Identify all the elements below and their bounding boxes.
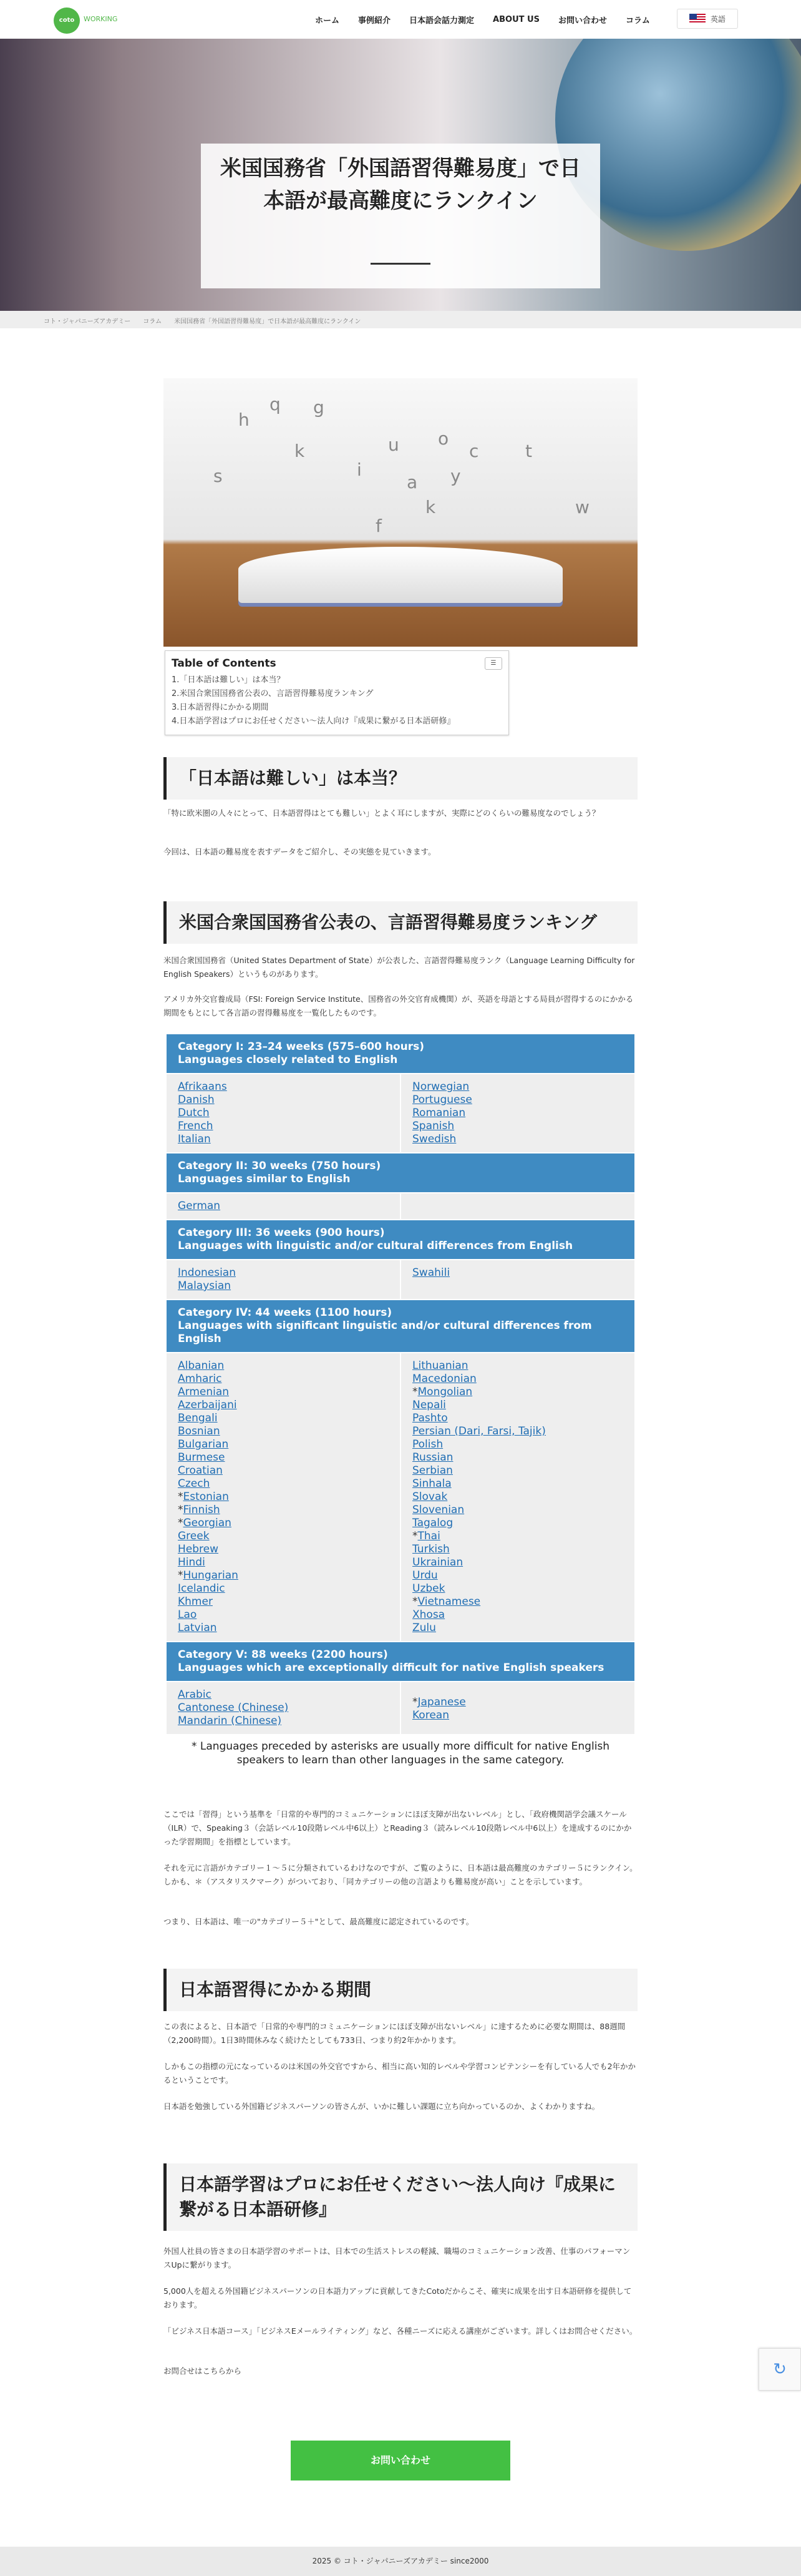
language-link[interactable]: Nepali: [412, 1399, 446, 1411]
language-column: [166, 1074, 400, 1153]
asterisk: *: [412, 1595, 418, 1608]
language-column: [166, 1260, 400, 1300]
category-row: [166, 1074, 635, 1153]
paragraph: 米国合衆国国務省（United States Department of State）が公表した、言語習得難易度ランク（Language Learning Difficulty for English Speakers）というものがあります。: [163, 956, 635, 979]
language-link[interactable]: Slovenian: [412, 1504, 465, 1516]
page-title: 米国国務省「外国語習得難易度」で日本語が最高難度にランクイン: [220, 156, 581, 213]
language-link[interactable]: Khmer: [178, 1595, 213, 1608]
asterisk: *: [412, 1386, 418, 1398]
language-column: [400, 1074, 635, 1153]
language-link[interactable]: Korean: [412, 1709, 449, 1721]
language-link[interactable]: Hindi: [178, 1556, 205, 1569]
asterisk: *: [412, 1696, 418, 1708]
language-link[interactable]: Italian: [178, 1133, 211, 1145]
article: [163, 378, 638, 2376]
language-column: [166, 1353, 400, 1642]
language-link[interactable]: Romanian: [412, 1107, 466, 1119]
language-link[interactable]: Amharic: [178, 1373, 222, 1385]
logo[interactable]: coto: [54, 7, 80, 34]
nav-about[interactable]: ABOUT US: [493, 14, 540, 24]
language-link[interactable]: Hebrew: [178, 1543, 219, 1555]
language-link[interactable]: Estonian: [183, 1491, 229, 1503]
footer: 2025 © コト・ジャパニーズアカデミー since2000: [0, 2547, 801, 2576]
hero-banner: [0, 39, 801, 311]
section-heading: 米国合衆国国務省公表の、言語習得難易度ランキング: [163, 901, 638, 944]
language-link[interactable]: Urdu: [412, 1569, 438, 1582]
language-link[interactable]: Greek: [178, 1530, 210, 1542]
language-link[interactable]: Albanian: [178, 1359, 225, 1372]
main-nav: [306, 0, 659, 39]
language-link[interactable]: Ukrainian: [412, 1556, 464, 1569]
category-row: [166, 1193, 635, 1220]
open-book: [238, 547, 563, 603]
language-link[interactable]: Russian: [412, 1451, 454, 1464]
language-link[interactable]: Czech: [178, 1477, 210, 1490]
language-link[interactable]: Lao: [178, 1609, 197, 1621]
language-link[interactable]: Macedonian: [412, 1373, 477, 1385]
title-underline: [371, 263, 430, 265]
language-column: [400, 1260, 635, 1300]
language-link[interactable]: Serbian: [412, 1464, 453, 1477]
paragraph: アメリカ外交官養成局（FSI: Foreign Service Institute、国務省の外交官育成機関）が、英語を母語とする局員が習得するのにかかる期間をもとにして各言語の習得難易度を一覧化したものです。: [163, 994, 634, 1017]
paragraph: 日本語を勉強している外国籍ビジネスパーソンの皆さんが、いかに難しい課題に立ち向かっているのか、よくわかりますね。: [163, 2102, 600, 2111]
language-link[interactable]: German: [178, 1200, 221, 1212]
language-link[interactable]: Afrikaans: [178, 1080, 227, 1093]
floating-letters: h q g u o c i a k t w s k f y: [213, 394, 590, 536]
language-column: [400, 1193, 635, 1220]
contact-button[interactable]: お問い合わせ: [291, 2441, 510, 2481]
language-link[interactable]: Spanish: [412, 1120, 455, 1132]
toc-title: Table of Contents: [172, 657, 276, 670]
language-difficulty-table: [166, 1034, 635, 1772]
asterisk: *: [178, 1517, 183, 1529]
nav-assessment[interactable]: 日本語会話力測定: [409, 16, 475, 26]
language-column: [400, 1353, 635, 1642]
language-link[interactable]: Uzbek: [412, 1582, 445, 1595]
asterisk: *: [178, 1569, 183, 1582]
language-link[interactable]: Pashto: [412, 1412, 448, 1424]
paragraph: 5,000人を超える外国籍ビジネスパーソンの日本語力アップに貢献してきたCotoだからこそ、確実に成果を出す日本語研修を提供しております。: [163, 2286, 632, 2309]
language-link[interactable]: Persian (Dari, Farsi, Tajik): [412, 1425, 546, 1437]
table-note: * Languages preceded by asterisks are usually more difficult for native English speakers to learn than other languages in the same category.: [191, 1740, 610, 1766]
language-column: [166, 1682, 400, 1735]
asterisk: *: [412, 1530, 418, 1542]
language-link[interactable]: Georgian: [183, 1517, 231, 1529]
asterisk: *: [178, 1491, 183, 1503]
language-link[interactable]: Armenian: [178, 1386, 230, 1398]
language-link[interactable]: Malaysian: [178, 1280, 231, 1292]
language-link[interactable]: Dutch: [178, 1107, 210, 1119]
paragraph: ここでは「習得」という基準を「日常的や専門的コミュニケーションにほぼ支障が出ないレベル」とし、「政府機関語学会議スケール（ILR）で、Speaking３（会話レベル10段階レベル中6以上）とReading３（読みレベル10段階レベル中6以上）を達成するのにかかった学習期間」を指標としています。: [163, 1810, 632, 1846]
nav-cases[interactable]: 事例紹介: [358, 16, 391, 26]
language-link[interactable]: Polish: [412, 1438, 444, 1451]
hero-title-box: [201, 144, 600, 288]
language-link[interactable]: Azerbaijani: [178, 1399, 237, 1411]
category-row: [166, 1353, 635, 1642]
language-link[interactable]: Cantonese (Chinese): [178, 1702, 289, 1714]
language-link[interactable]: Mandarin (Chinese): [178, 1715, 282, 1727]
category-header: Category IV: 44 weeks (1100 hours) Languages with significant linguistic and/or cultural differences from English: [166, 1300, 635, 1353]
language-link[interactable]: Bulgarian: [178, 1438, 229, 1451]
language-link[interactable]: Slovak: [412, 1491, 448, 1503]
category-row: [166, 1682, 635, 1735]
table-of-contents: [165, 650, 509, 735]
language-link[interactable]: Sinhala: [412, 1477, 452, 1490]
paragraph: 今回は、日本語の難易度を表すデータをご紹介し、その実態を見ていきます。: [163, 847, 436, 856]
language-link[interactable]: Icelandic: [178, 1582, 225, 1595]
paragraph: つまり、日本語は、唯一の"カテゴリー５＋"として、最高難度に認定されているのです。: [163, 1917, 474, 1926]
language-link[interactable]: Mongolian: [417, 1386, 473, 1398]
language-link[interactable]: Finnish: [183, 1504, 220, 1516]
category-header: Category II: 30 weeks (750 hours) Languages similar to English: [166, 1153, 635, 1193]
language-link[interactable]: Japanese: [417, 1696, 466, 1708]
nav-column[interactable]: コラム: [625, 16, 650, 26]
breadcrumb-column[interactable]: コラム: [143, 318, 162, 325]
toc-item[interactable]: 2.米国合衆国国務省公表の、言語習得難易度ランキング: [172, 689, 374, 698]
language-link[interactable]: Zulu: [412, 1622, 436, 1634]
language-link[interactable]: Bengali: [178, 1412, 218, 1424]
toc-item[interactable]: 1.「日本語は難しい」は本当？: [172, 675, 285, 685]
nav-home[interactable]: ホーム: [315, 16, 340, 26]
language-link[interactable]: Danish: [178, 1094, 215, 1106]
toc-item[interactable]: 4.日本語学習はプロにお任せください〜法人向け『成果に繋がる日本語研修』: [172, 717, 455, 726]
language-link[interactable]: French: [178, 1120, 213, 1132]
language-switcher[interactable]: [677, 9, 738, 29]
category-header: Category V: 88 weeks (2200 hours) Languages which are exceptionally difficult for native English speakers: [166, 1642, 635, 1682]
breadcrumb: [0, 311, 801, 328]
language-link[interactable]: Vietnamese: [417, 1595, 481, 1608]
language-link[interactable]: Portuguese: [412, 1094, 472, 1106]
toc-toggle-button[interactable]: ☰: [485, 657, 502, 670]
language-column: [166, 1193, 400, 1220]
recaptcha-badge[interactable]: ↻: [759, 2348, 801, 2391]
language-link[interactable]: Hungarian: [183, 1569, 238, 1582]
language-link[interactable]: Xhosa: [412, 1609, 445, 1621]
language-link[interactable]: Croatian: [178, 1464, 223, 1477]
paragraph: この表によると、日本語で「日常的や専門的コミュニケーションにほぼ支障が出ないレベル」に達するために必要な期間は、88週間（2,200時間）。1日3時間休みなく続けたとしても733日、つまり約2年かかります。: [163, 2022, 626, 2045]
paragraph: しかもこの指標の元になっているのは米国の外交官ですから、相当に高い知的レベルや学習コンピテンシーを有している人でも2年かかるということです。: [163, 2062, 636, 2085]
logo-text[interactable]: WORKING: [84, 15, 118, 23]
language-link[interactable]: Indonesian: [178, 1266, 236, 1279]
section-heading: 日本語学習はプロにお任せください〜法人向け『成果に繋がる日本語研修』: [163, 2163, 638, 2231]
section-heading: 「日本語は難しい」は本当？: [163, 757, 638, 800]
language-column: [400, 1682, 635, 1735]
paragraph: それを元に言語がカテゴリー１〜５に分類されているわけなのですが、ご覧のように、日本語は最高難度のカテゴリー５にランクイン。しかも、＊（アスタリスクマーク）がついており、「同カテゴリーの他の言語よりも難易度が高い」ことを示しています。: [163, 1863, 638, 1886]
language-link[interactable]: Thai: [417, 1530, 440, 1542]
us-flag-icon: [689, 14, 706, 24]
language-link[interactable]: Bosnian: [178, 1425, 220, 1437]
language-link[interactable]: Swahili: [412, 1266, 450, 1279]
nav-contact[interactable]: お問い合わせ: [558, 16, 607, 26]
paragraph: 「ビジネス日本語コース」「ビジネスEメールライティング」など、各種ニーズに応える講座がございます。詳しくはお問合せください。: [163, 2326, 638, 2336]
book-photo: [163, 378, 638, 647]
paragraph: 「特に欧米圏の人々にとって、日本語習得はとても難しい」とよく耳にしますが、実際にどのくらいの難易度なのでしょう？: [163, 808, 600, 818]
category-header: Category III: 36 weeks (900 hours) Languages with linguistic and/or cultural differences from English: [166, 1220, 635, 1260]
language-link[interactable]: Latvian: [178, 1622, 217, 1634]
category-header: Category I: 23–24 weeks (575–600 hours) Languages closely related to English: [166, 1034, 635, 1074]
breadcrumb-current: 米国国務省「外国語習得難易度」で日本語が最高難度にランクイン: [174, 318, 361, 325]
asterisk: *: [178, 1504, 183, 1516]
language-label: 英語: [710, 14, 726, 24]
site-header: [0, 0, 801, 39]
paragraph: 外国人社員の皆さまの日本語学習のサポートは、日本での生活ストレスの軽減、職場のコミュニケーション改善、仕事のパフォーマンスUpに繋がります。: [163, 2246, 631, 2270]
language-link[interactable]: Lithuanian: [412, 1359, 468, 1372]
section-heading: 日本語習得にかかる期間: [163, 1969, 638, 2011]
toc-item[interactable]: 3.日本語習得にかかる期間: [172, 703, 269, 712]
breadcrumb-home[interactable]: コト・ジャパニーズアカデミー: [44, 318, 131, 325]
language-link[interactable]: Burmese: [178, 1451, 225, 1464]
category-row: [166, 1260, 635, 1300]
language-link[interactable]: Arabic: [178, 1688, 211, 1701]
contact-link[interactable]: お問合せはこちらから: [163, 2366, 242, 2376]
language-link[interactable]: Swedish: [412, 1133, 457, 1145]
language-link[interactable]: Tagalog: [412, 1517, 454, 1529]
language-link[interactable]: Norwegian: [412, 1080, 470, 1093]
language-link[interactable]: Turkish: [412, 1543, 450, 1555]
